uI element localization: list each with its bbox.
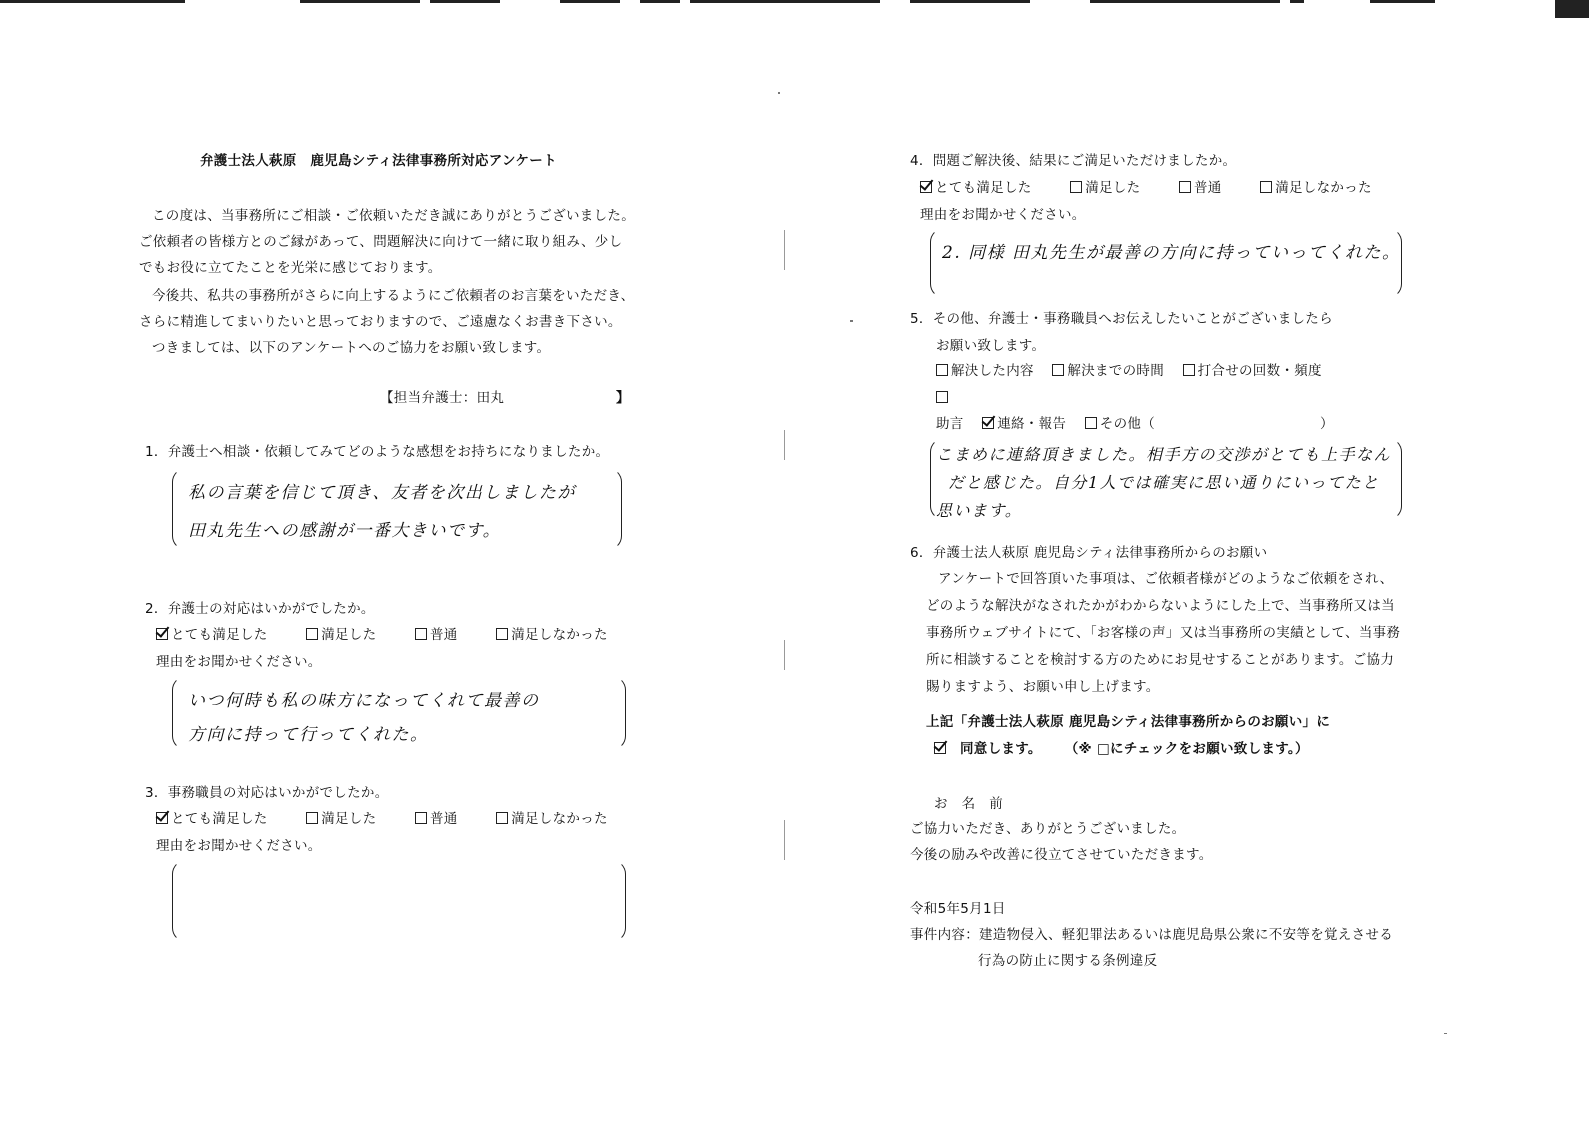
q3-option[interactable]: 普通 xyxy=(415,810,458,828)
checkbox-icon[interactable] xyxy=(1179,181,1191,193)
q4-question: 4．問題ご解決後、結果にご満足いただけましたか。 xyxy=(910,153,1237,169)
case-line: 行為の防止に関する条例違反 xyxy=(978,953,1158,969)
q2-option[interactable]: 満足しなかった xyxy=(496,626,608,644)
q4-option[interactable]: 満足しなかった xyxy=(1260,179,1372,197)
intro-line: つきましては、以下のアンケートへのご協力をお願い致します。 xyxy=(152,340,551,356)
q2-options xyxy=(156,626,642,644)
checkbox-icon[interactable] xyxy=(415,628,427,640)
survey-date: 令和5年5月1日 xyxy=(910,901,1006,917)
checkbox-icon[interactable] xyxy=(306,628,318,640)
survey-title: 弁護士法人萩原 鹿児島シティ法律事務所対応アンケート xyxy=(200,153,557,169)
q5-option[interactable]: 解決までの時間 xyxy=(1052,362,1164,380)
q6-body-line: どのような解決がなされたかがわからないようにした上で、当事務所又は当 xyxy=(926,598,1395,614)
checkbox-icon[interactable] xyxy=(1070,181,1082,193)
checkbox-icon[interactable] xyxy=(1085,417,1097,429)
consent-line: 上記「弁護士法人萩原 鹿児島シティ法律事務所からのお願い」に xyxy=(926,714,1331,730)
checkbox-icon[interactable] xyxy=(496,812,508,824)
q5-option[interactable]: その他（ xyxy=(1085,415,1155,433)
case-content xyxy=(910,926,1393,944)
thanks-line: 今後の励みや改善に役立てさせていただきます。 xyxy=(910,847,1213,863)
q5-question: 5．その他、弁護士・事務職員へお伝えしたいことがございましたら xyxy=(910,311,1333,327)
thanks-line: ご協力いただき、ありがとうございました。 xyxy=(910,821,1186,837)
q6-body-line: 賜りますよう、お願い申し上げます。 xyxy=(926,679,1160,695)
q2-question: 2．弁護士の対応はいかがでしたか。 xyxy=(145,601,375,617)
checkbox-checked-icon[interactable] xyxy=(156,812,168,824)
q3-question: 3．事務職員の対応はいかがでしたか。 xyxy=(145,785,389,801)
checkbox-icon[interactable] xyxy=(415,812,427,824)
q2-option[interactable]: とても満足した xyxy=(156,626,268,644)
checkbox-icon[interactable] xyxy=(496,628,508,640)
checkbox-icon[interactable] xyxy=(1260,181,1272,193)
checkbox-icon[interactable] xyxy=(936,364,948,376)
checkbox-icon[interactable] xyxy=(1183,364,1195,376)
q3-reason-prompt: 理由をお聞かせください。 xyxy=(156,838,322,854)
q2-reason-prompt: 理由をお聞かせください。 xyxy=(156,654,322,670)
q5-option[interactable]: 解決した内容 xyxy=(936,362,1034,380)
q2-option[interactable]: 普通 xyxy=(415,626,458,644)
intro-line: この度は、当事務所にご相談・ご依頼いただき誠にありがとうございました。 xyxy=(152,208,635,224)
intro-line: 今後共、私共の事務所がさらに向上するようにご依頼者のお言葉をいただき、 xyxy=(152,288,635,304)
q4-reason-prompt: 理由をお聞かせください。 xyxy=(920,207,1086,223)
q3-option[interactable]: 満足した xyxy=(306,810,376,828)
q2-answer-line: いつ何時も私の味方になってくれて最善の xyxy=(188,691,540,711)
q4-answer-line: 2. 同様 田丸先生が最善の方向に持っていってくれた。 xyxy=(942,243,1401,263)
q2-option[interactable]: 満足した xyxy=(306,626,376,644)
q5-row1 xyxy=(936,362,1336,380)
name-label: お 名 前 xyxy=(934,796,1003,812)
consent-note: （※ □にチェックをお願い致します。） xyxy=(1064,741,1309,757)
q3-option[interactable]: 満足しなかった xyxy=(496,810,608,828)
checkbox-checked-icon[interactable] xyxy=(920,181,932,193)
q5-other-close: ） xyxy=(1320,416,1334,432)
q5-answer-line: こまめに連絡頂きました。相手方の交渉がとても上手なん xyxy=(936,445,1392,464)
checkbox-checked-icon[interactable] xyxy=(156,628,168,640)
q4-option[interactable]: 普通 xyxy=(1179,179,1222,197)
q4-option[interactable]: とても満足した xyxy=(920,179,1032,197)
intro-line: さらに精進してまいりたいと思っておりますので、ご遠慮なくお書き下さい。 xyxy=(139,314,622,330)
q6-heading: 6．弁護士法人萩原 鹿児島シティ法律事務所からのお願い xyxy=(910,545,1268,561)
consent-row xyxy=(934,740,1309,758)
q5-answer-line: だと感じた。自分1人では確実に思い通りにいってたと xyxy=(948,473,1380,492)
q5-option[interactable]: 連絡・報告 xyxy=(982,415,1066,433)
case-label: 事件内容： xyxy=(910,927,979,943)
consent-checkbox-checked-icon[interactable] xyxy=(934,742,946,754)
checkbox-icon[interactable] xyxy=(936,391,948,403)
q5-row2 xyxy=(936,389,951,407)
q2-answer-line: 方向に持って行ってくれた。 xyxy=(188,725,429,745)
q1-answer-line: 田丸先生への感謝が一番大きいです。 xyxy=(188,521,502,541)
left-page xyxy=(0,0,790,1122)
q1-answer-line: 私の言葉を信じて頂き、友者を次出しましたが xyxy=(188,483,576,503)
q5-question: お願い致します。 xyxy=(936,338,1046,354)
q1-question: 1．弁護士へ相談・依頼してみてどのような感想をお持ちになりましたか。 xyxy=(145,444,610,460)
q6-body-line: アンケートで回答頂いた事項は、ご依頼者様がどのようなご依頼をされ、 xyxy=(938,571,1394,587)
right-page xyxy=(790,0,1589,1122)
q5-row3 xyxy=(936,415,1155,433)
q3-options xyxy=(156,810,642,828)
checkbox-icon[interactable] xyxy=(306,812,318,824)
agree-label: 同意します。 xyxy=(960,741,1042,757)
q3-option[interactable]: とても満足した xyxy=(156,810,268,828)
lawyer-close: 】 xyxy=(616,390,630,406)
q3-answer-box[interactable] xyxy=(172,860,626,942)
case-line: 建造物侵入、軽犯罪法あるいは鹿児島県公衆に不安等を覚えさせる xyxy=(979,927,1393,943)
q5-answer-line: 思います。 xyxy=(936,501,1023,520)
lawyer-label: 【担当弁護士：田丸 xyxy=(380,390,505,406)
q4-options xyxy=(920,179,1406,197)
intro-line: ご依頼者の皆様方とのご縁があって、問題解決に向けて一緒に取り組み、少し xyxy=(139,234,623,250)
q5-advice-label: 助言 xyxy=(936,416,964,432)
q5-option[interactable]: 打合せの回数・頻度 xyxy=(1183,362,1322,380)
intro-line: でもお役に立てたことを光栄に感じております。 xyxy=(139,260,442,276)
checkbox-icon[interactable] xyxy=(1052,364,1064,376)
q6-body-line: 事務所ウェブサイトにて、「お客様の声」又は当事務所の実績として、当事務 xyxy=(926,625,1401,641)
q4-option[interactable]: 満足した xyxy=(1070,179,1140,197)
checkbox-checked-icon[interactable] xyxy=(982,417,994,429)
q6-body-line: 所に相談することを検討する方のためにお見せすることがあります。ご協力 xyxy=(926,652,1395,668)
